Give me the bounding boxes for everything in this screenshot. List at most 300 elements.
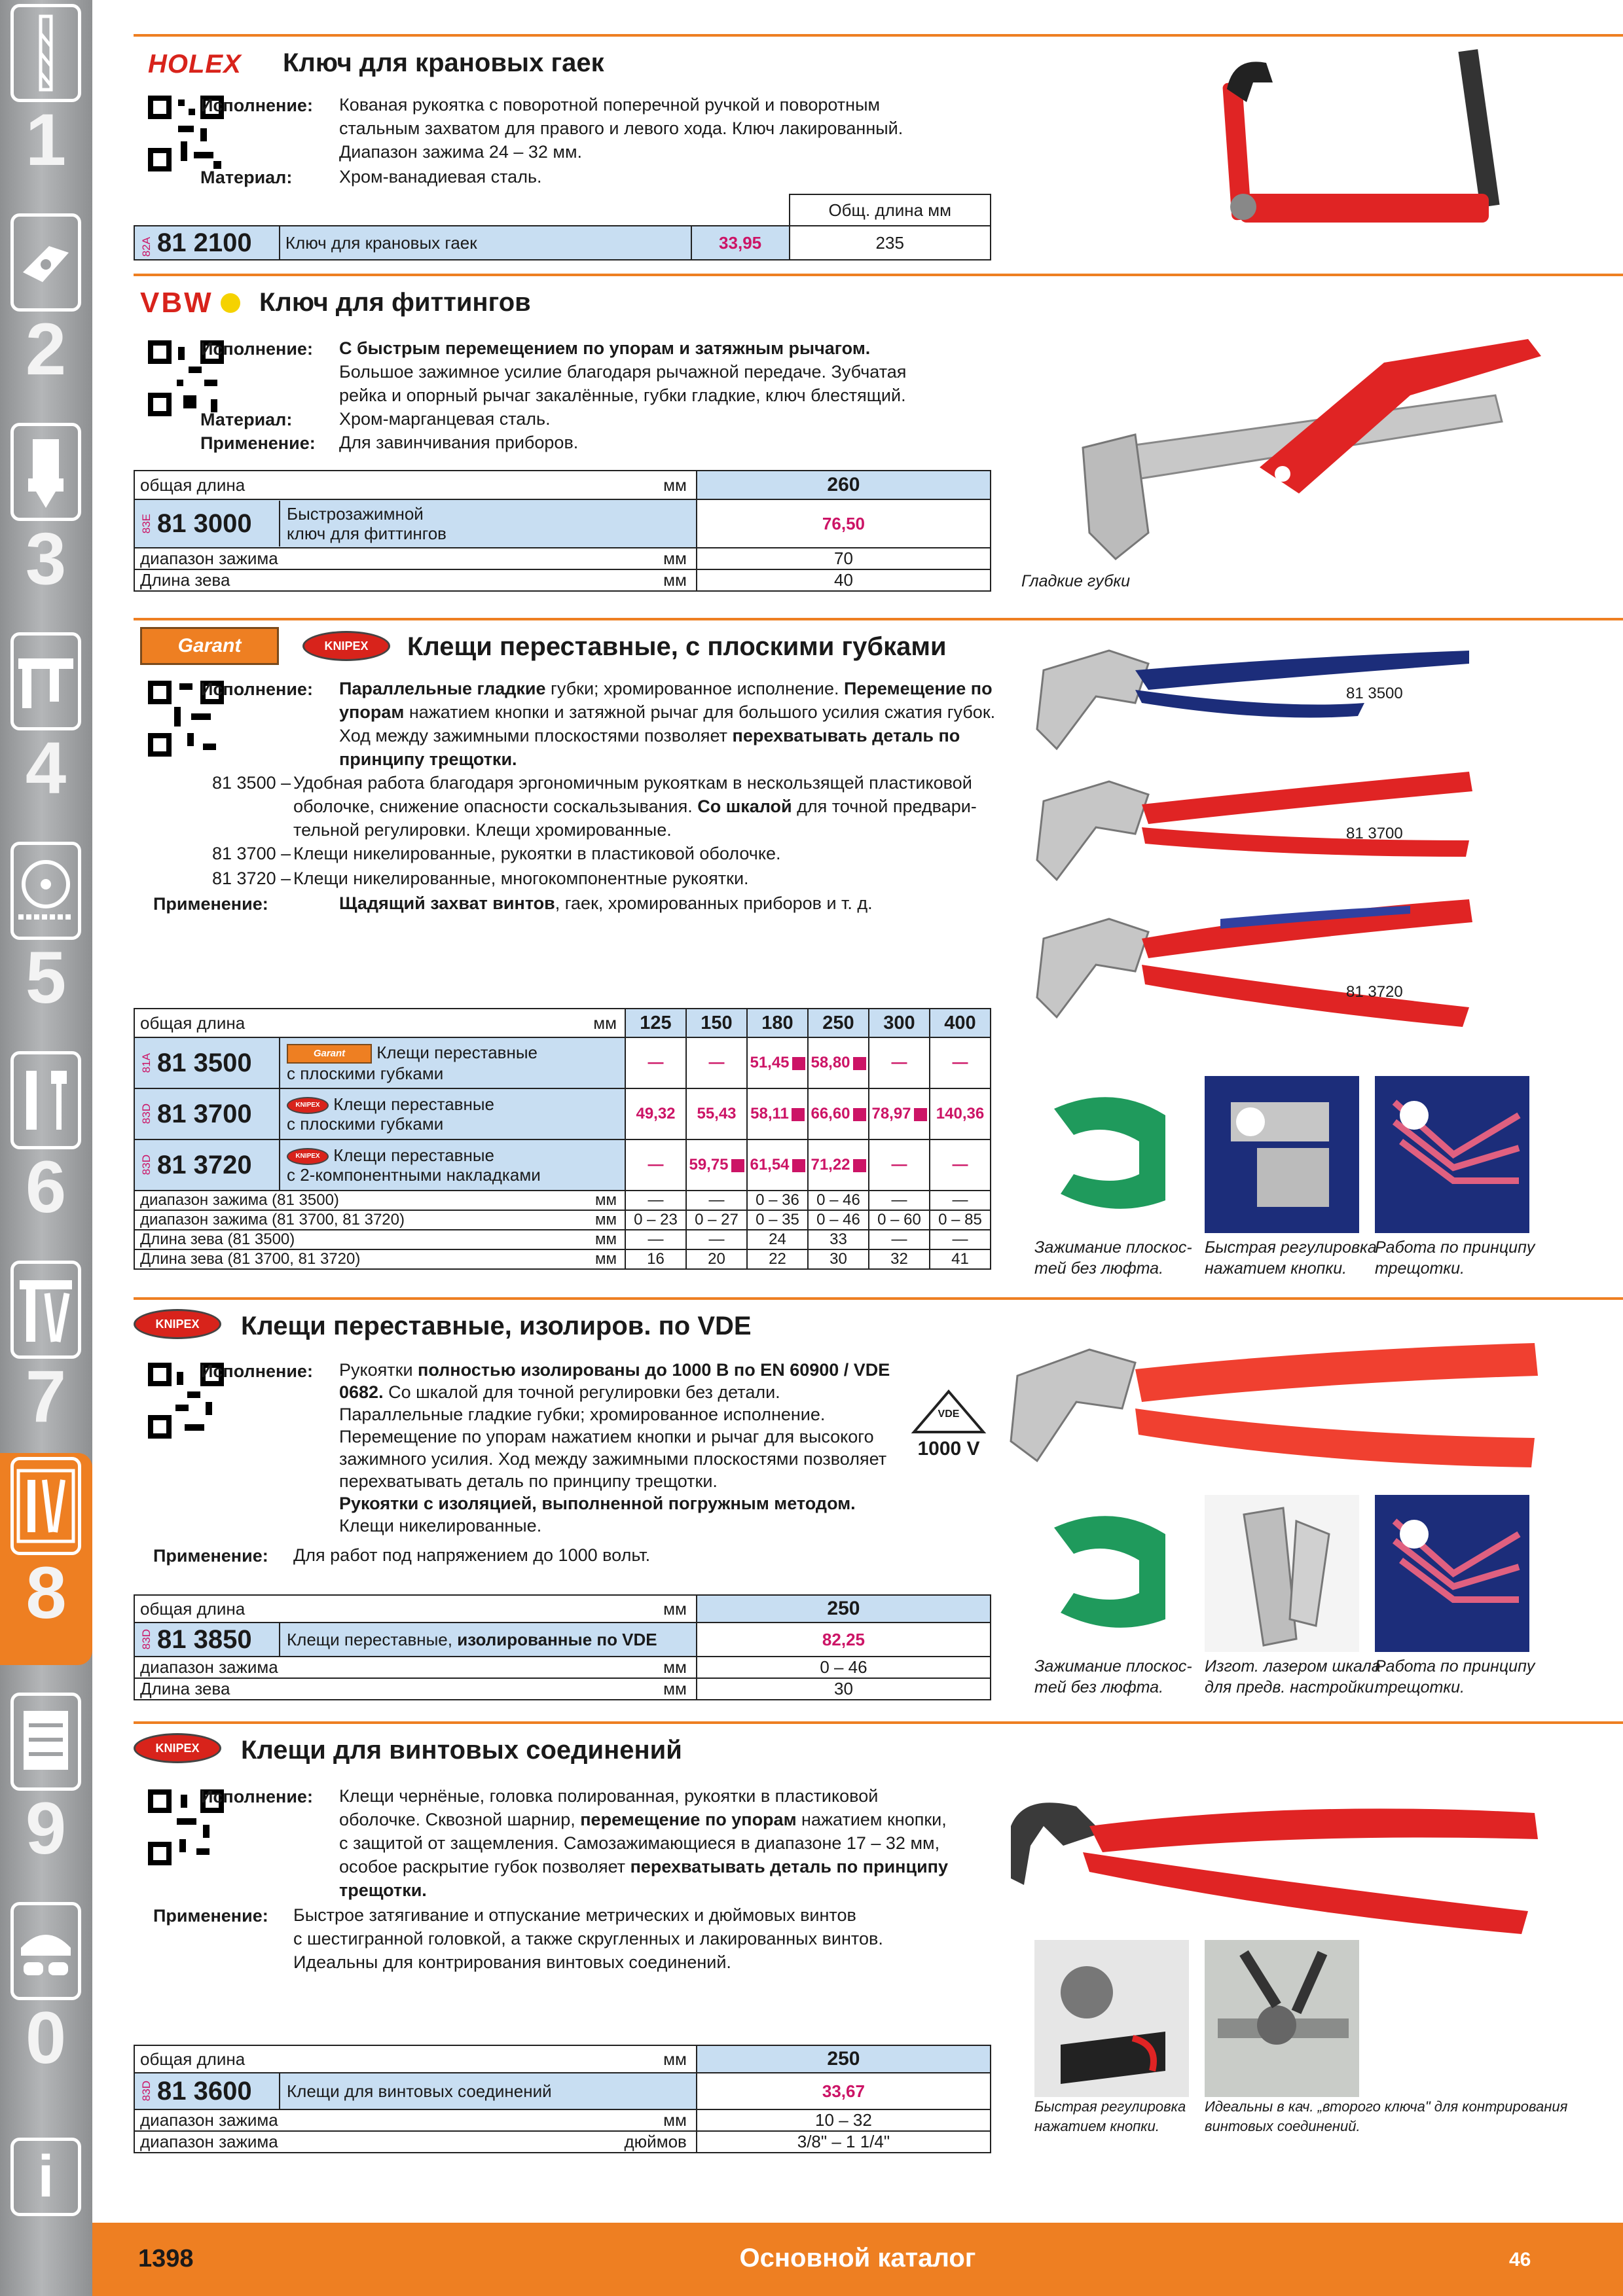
range-value: 70 xyxy=(697,548,991,569)
drill-bit-icon xyxy=(10,4,81,102)
price-cell xyxy=(686,1088,747,1139)
text-line: Клещи чернёные, головка полированная, рукоятки в пластиковой xyxy=(339,1786,879,1806)
spec-value: 32 xyxy=(869,1249,930,1269)
row-label: Длина зева xyxy=(140,570,230,590)
text-bold: Со шкалой xyxy=(697,797,792,816)
knipex-mini-logo: KNIPEX xyxy=(287,1148,329,1165)
table-row xyxy=(134,1230,991,1249)
tool-cabinet-icon xyxy=(10,1693,81,1791)
table-row xyxy=(134,499,991,548)
row-label: диапазон зажима xyxy=(140,1657,278,1677)
application-text xyxy=(339,891,873,915)
section-title: Ключ для крановых гаек xyxy=(283,48,604,77)
hand-tools-icon xyxy=(10,1261,81,1359)
price-cell xyxy=(747,1139,808,1191)
section-title: Ключ для фиттингов xyxy=(259,288,531,317)
pliers-set-icon xyxy=(10,1457,81,1555)
crane-nut-wrench-image xyxy=(1076,30,1528,253)
price-cell xyxy=(930,1139,991,1191)
catalog-title: Основной каталог xyxy=(739,2244,976,2272)
text-line: с шестигранной головкой, а также скругленных и лакированных винтов. xyxy=(293,1929,883,1948)
label-material: Материал: xyxy=(200,168,293,187)
group-tag: 83D xyxy=(140,1103,153,1124)
execution-highlight: С быстрым перемещением по упорам и затяжным рычагом. xyxy=(339,338,871,358)
spec-value: — xyxy=(930,1191,991,1210)
table-row xyxy=(134,1191,991,1210)
text-body: нажатием кнопки, xyxy=(796,1810,947,1829)
price: — xyxy=(708,1054,725,1071)
price-cell xyxy=(686,1037,747,1088)
pliers-wrench-images xyxy=(1017,631,1508,1089)
length-value: 235 xyxy=(790,226,991,260)
price-cell xyxy=(869,1088,930,1139)
chapter-number: 7 xyxy=(25,1355,67,1437)
spec-value: — xyxy=(625,1230,686,1249)
chapter-tab-7[interactable] xyxy=(5,1257,86,1469)
execution-text xyxy=(339,677,1000,771)
text-body: Удобная работа благодаря эргономичным рукояткам в нескользящей пластиковой оболочке, снижение опасности соскальзывания. xyxy=(293,773,972,816)
material-text: Хром-марганцевая сталь. xyxy=(339,409,551,429)
table-row xyxy=(134,1678,991,1700)
garant-logo: Garant xyxy=(140,627,279,665)
price: 78,97 xyxy=(871,1105,911,1122)
spec-value: 0 – 46 xyxy=(808,1191,869,1210)
product-name-line-1: Клещи переставные xyxy=(376,1042,538,1062)
spec-label xyxy=(134,1230,625,1249)
pliers-813720-image xyxy=(1037,899,1472,1027)
stock-marker-icon xyxy=(853,1159,866,1172)
ratchet-principle-photo xyxy=(1375,1495,1529,1652)
group-tag: 83E xyxy=(140,513,153,534)
table-row xyxy=(134,1657,991,1678)
chapter-tab-9[interactable] xyxy=(5,1689,86,1901)
article-number: 81 3720 xyxy=(157,1150,252,1179)
table-row xyxy=(134,2045,991,2073)
spec-value: — xyxy=(869,1230,930,1249)
page-footer xyxy=(92,2223,1623,2296)
article-cell[interactable] xyxy=(134,1623,697,1657)
caption-line: винтовых соединений. xyxy=(1205,2118,1360,2134)
length-label xyxy=(134,471,697,499)
vbw-logo-dot xyxy=(221,293,240,313)
article-cell[interactable] xyxy=(134,1139,625,1191)
size-header: 250 xyxy=(808,1009,869,1037)
row-label: общая длина xyxy=(140,475,246,495)
unit: мм xyxy=(663,475,687,495)
unit: мм xyxy=(593,1013,617,1033)
row-label: диапазон зажима xyxy=(140,548,278,568)
chapter-tab-4[interactable] xyxy=(5,628,86,840)
photo-caption xyxy=(1375,1237,1535,1279)
text-bold: перехватывать деталь по принципу трещотки. xyxy=(339,726,960,769)
length-value: 260 xyxy=(697,471,991,499)
spec-value: — xyxy=(930,1230,991,1249)
vde-mark: VDE xyxy=(938,1408,960,1420)
caption-line: Быстрая регулировка xyxy=(1034,2098,1186,2115)
material-text: Хром-ванадиевая сталь. xyxy=(339,167,542,187)
label-execution: Исполнение: xyxy=(200,1361,313,1381)
table-row xyxy=(134,1088,991,1139)
size-header: 180 xyxy=(747,1009,808,1037)
page-number: 1398 xyxy=(138,2245,194,2272)
product-name-line-1: Быстрозажимной xyxy=(287,504,424,524)
article-cell[interactable] xyxy=(134,226,280,260)
unit: мм xyxy=(595,1211,617,1229)
length-label xyxy=(134,1595,697,1623)
jaw-label xyxy=(134,1678,697,1700)
price: 33,95 xyxy=(691,226,790,260)
spec-value: 20 xyxy=(686,1249,747,1269)
chapter-tab-info[interactable] xyxy=(5,2121,86,2219)
unit: мм xyxy=(663,2049,687,2069)
ratchet-principle-photo xyxy=(1375,1076,1529,1233)
row-label: диапазон зажима (81 3700, 81 3720) xyxy=(140,1211,405,1229)
chapter-tab-2[interactable] xyxy=(5,209,86,422)
chapter-tab-8[interactable] xyxy=(0,1453,92,1665)
unit: мм xyxy=(663,2110,687,2130)
text-bold: Перемещение по упорам xyxy=(339,679,993,722)
chapter-number: 2 xyxy=(25,308,67,390)
unit: мм xyxy=(663,548,687,568)
article-cell[interactable] xyxy=(134,499,697,548)
spec-label xyxy=(134,1191,625,1210)
unit: мм xyxy=(595,1191,617,1209)
article-number: 81 2100 xyxy=(157,228,252,257)
size-header: 150 xyxy=(686,1009,747,1037)
note-text xyxy=(293,771,991,842)
note-text: Клещи никелированные, многокомпонентные рукоятки. xyxy=(293,869,749,888)
chapter-number: 9 xyxy=(25,1787,67,1869)
info-icon xyxy=(10,2138,81,2216)
price-cell xyxy=(686,1139,747,1191)
spec-value: 0 – 27 xyxy=(686,1210,747,1230)
photo-caption xyxy=(1205,2097,1567,2136)
voltage-label: 1000 V xyxy=(917,1438,980,1460)
second-wrench-photo xyxy=(1205,1940,1359,2097)
text-body: оболочке. Сквозной шарнир, xyxy=(339,1810,581,1829)
label-execution: Исполнение: xyxy=(200,96,313,115)
label-application: Применение: xyxy=(200,433,316,453)
size-header: 400 xyxy=(930,1009,991,1037)
chapter-number: 8 xyxy=(26,1552,67,1634)
unit: дюймов xyxy=(624,2132,687,2151)
jaw-grip-photo xyxy=(1034,1495,1189,1652)
product-name: Клещи переставные, xyxy=(287,1629,458,1649)
catalog-index: 46 xyxy=(1509,2249,1531,2270)
row-label: общая длина xyxy=(140,2049,246,2069)
spec-value: 0 – 85 xyxy=(930,1210,991,1230)
application-text: Для завинчивания приборов. xyxy=(339,433,579,452)
text-bold: Щадящий захват винтов xyxy=(339,893,555,913)
caption-line: трещотки. xyxy=(1375,1678,1465,1696)
table-row xyxy=(134,1623,991,1657)
section-crane-nut-wrench xyxy=(134,34,1623,270)
length-value: 250 xyxy=(697,1595,991,1623)
label-application: Применение: xyxy=(153,1546,268,1566)
text-line: Быстрое затягивание и отпускание метрических и дюймовых винтов xyxy=(293,1905,856,1925)
product-name-line-2: с 2-компонентными накладками xyxy=(287,1165,541,1185)
photo-caption xyxy=(1034,1656,1192,1698)
price-cell xyxy=(930,1088,991,1139)
jaw-value: 40 xyxy=(697,569,991,591)
product-name-line-2: с плоскими губками xyxy=(287,1064,444,1084)
caption-line: Работа по принципу xyxy=(1375,1657,1535,1676)
range-value: 0 – 46 xyxy=(697,1657,991,1678)
row-label: диапазон зажима (81 3500) xyxy=(140,1191,339,1209)
execution-text xyxy=(339,336,941,407)
photo-caption xyxy=(1205,1656,1381,1698)
saw-disc-icon xyxy=(10,842,81,940)
price-cell xyxy=(808,1088,869,1139)
table-row xyxy=(134,1139,991,1191)
text-body: Со шкалой для точной регулировки без детали. xyxy=(383,1382,780,1402)
price-cell xyxy=(808,1139,869,1191)
row-label: общая длина xyxy=(140,1598,246,1619)
chapter-number: 4 xyxy=(25,727,67,809)
caption-line: Идеальны в кач. „второго ключа" для контрирования xyxy=(1205,2098,1568,2115)
text-body: губки; хромированное исполнение. xyxy=(545,679,845,698)
screw-pliers-image xyxy=(985,1787,1548,1937)
range-value: 10 – 32 xyxy=(697,2109,991,2131)
photo-caption xyxy=(1205,1237,1377,1279)
text-line: Идеальны для контрирования винтовых соединений. xyxy=(293,1952,731,1972)
vde-pliers-image xyxy=(991,1323,1554,1480)
price-cell xyxy=(930,1037,991,1088)
fitting-wrench-image xyxy=(1044,336,1554,585)
product-name-line-1: Клещи переставные xyxy=(333,1145,495,1165)
price-cell xyxy=(808,1037,869,1088)
group-tag: 82A xyxy=(140,236,153,257)
application-text: Для работ под напряжением до 1000 вольт. xyxy=(293,1545,651,1565)
note-code: 81 3720 – xyxy=(212,869,291,888)
article-number: 81 3500 xyxy=(157,1048,252,1077)
spec-value: — xyxy=(869,1191,930,1210)
laser-scale-photo xyxy=(1205,1495,1359,1652)
article-number: 81 3700 xyxy=(157,1099,252,1128)
price: 55,43 xyxy=(697,1105,737,1122)
product-table xyxy=(134,1594,991,1700)
price: 51,45 xyxy=(750,1054,790,1071)
article-cell[interactable] xyxy=(134,2073,697,2109)
range-label xyxy=(134,2109,697,2131)
knipex-logo: KNIPEX xyxy=(302,631,390,661)
garant-mini-logo: Garant xyxy=(287,1044,372,1064)
price: — xyxy=(647,1156,664,1174)
section-rule xyxy=(134,618,1623,620)
chapter-tab-6[interactable] xyxy=(5,1047,86,1259)
pliers-813500-image xyxy=(1037,651,1469,749)
price: 33,67 xyxy=(697,2073,991,2109)
article-cell[interactable] xyxy=(134,1037,625,1088)
price-cell xyxy=(625,1139,686,1191)
table-row xyxy=(134,2109,991,2131)
vbw-logo: VBW xyxy=(140,287,213,319)
text-bold: полностью изолированы до 1000 В по EN 60900 / VDE xyxy=(418,1360,890,1380)
price: 82,25 xyxy=(697,1623,991,1657)
note-code: 81 3700 – xyxy=(212,844,291,863)
stock-marker-icon xyxy=(914,1108,927,1121)
product-table xyxy=(134,1008,991,1270)
image-label: 81 3720 xyxy=(1346,983,1403,1001)
group-tag: 83D xyxy=(140,1629,153,1650)
caption-line: Зажимание плоскос- xyxy=(1034,1657,1192,1676)
product-table xyxy=(134,194,991,260)
stock-marker-icon xyxy=(853,1108,866,1121)
chapter-number: 6 xyxy=(25,1146,67,1228)
chapter-sidebar xyxy=(0,0,92,2296)
article-cell[interactable] xyxy=(134,1088,625,1139)
unit: мм xyxy=(595,1230,617,1248)
price: 58,11 xyxy=(750,1105,789,1122)
text-body: Рукоятки xyxy=(339,1360,418,1380)
execution-text xyxy=(339,1784,1000,1902)
spec-label xyxy=(134,1249,625,1269)
price: 66,60 xyxy=(811,1105,850,1122)
image-label: 81 3500 xyxy=(1346,685,1403,702)
spec-value: 0 – 36 xyxy=(747,1191,808,1210)
price: 140,36 xyxy=(936,1105,985,1122)
knipex-logo: KNIPEX xyxy=(134,1309,221,1339)
spec-value: 0 – 46 xyxy=(808,1210,869,1230)
section-rule xyxy=(134,1297,1623,1300)
product-name-bold: изолированные по VDE xyxy=(457,1629,657,1649)
table-row xyxy=(134,471,991,499)
text-bold: 0682. xyxy=(339,1382,384,1402)
caliper-icon xyxy=(10,632,81,730)
spec-value: 41 xyxy=(930,1249,991,1269)
text-line: Параллельные гладкие губки; хромированное исполнение. xyxy=(339,1405,826,1424)
price-cell xyxy=(625,1037,686,1088)
label-execution: Исполнение: xyxy=(200,679,313,699)
length-header: Общ. длина мм xyxy=(790,194,991,226)
price-cell xyxy=(747,1088,808,1139)
chapter-tab-3[interactable] xyxy=(5,419,86,631)
price-cell xyxy=(869,1139,930,1191)
price: — xyxy=(647,1054,664,1071)
info-letter: i xyxy=(37,2144,54,2210)
section-title: Клещи переставные, с плоскими губками xyxy=(407,632,947,661)
unit: мм xyxy=(595,1250,617,1268)
execution-body: Большое зажимное усилие благодаря рычажной передаче. Зубчатая рейка и опорный рычаг закалённые, губки гладкие, ключ блестящий. xyxy=(339,362,907,405)
section-rule xyxy=(134,1721,1623,1724)
table-row xyxy=(134,569,991,591)
table-row xyxy=(134,1595,991,1623)
range-label xyxy=(134,548,697,569)
execution-text: Кованая рукоятка с поворотной поперечной ручкой и поворотным стальным захватом для правого и левого хода. Ключ лакированный. Диапазон зажима 24 – 32 мм. xyxy=(339,95,903,162)
price: — xyxy=(952,1156,968,1174)
price-cell xyxy=(625,1088,686,1139)
unit: мм xyxy=(663,1657,687,1677)
caption-line: Зажимание плоскос- xyxy=(1034,1238,1192,1257)
section-pliers-wrench xyxy=(134,618,1623,1292)
price: — xyxy=(891,1054,907,1071)
caption-line: трещотки. xyxy=(1375,1259,1465,1278)
text-body: особое раскрытие губок позволяет xyxy=(339,1857,630,1876)
size-header: 300 xyxy=(869,1009,930,1037)
article-number: 81 3600 xyxy=(157,2076,252,2106)
chapter-tab-5[interactable] xyxy=(5,838,86,1050)
application-text xyxy=(293,1903,1013,1974)
table-row xyxy=(134,2131,991,2153)
caption-line: Работа по принципу xyxy=(1375,1238,1535,1257)
product-name-line-2: с плоскими губками xyxy=(287,1114,444,1134)
table-row xyxy=(134,1249,991,1269)
text-body: нажатием кнопки и затяжной рычаг для большого усилия сжатия губок. Ход между зажимными плоскостями позволяет xyxy=(339,702,996,745)
image-label: 81 3700 xyxy=(1346,825,1403,842)
section-screw-pliers xyxy=(134,1721,1623,2179)
caption-line: для предв. настройки. xyxy=(1205,1678,1379,1696)
range-inch-label xyxy=(134,2131,697,2153)
label-application: Применение: xyxy=(153,894,268,914)
length-label xyxy=(134,1009,625,1037)
product-name: Ключ для крановых гаек xyxy=(280,226,691,260)
spec-value: 30 xyxy=(808,1249,869,1269)
jaw-label xyxy=(134,569,697,591)
stock-marker-icon xyxy=(731,1159,744,1172)
price: 58,80 xyxy=(811,1054,850,1071)
chapter-tab-0[interactable] xyxy=(5,1898,86,2110)
text-bold: Параллельные гладкие xyxy=(339,679,546,698)
holex-logo: HOLEX xyxy=(148,50,242,79)
size-header: 125 xyxy=(625,1009,686,1037)
price: — xyxy=(891,1156,907,1174)
price: 61,54 xyxy=(750,1156,790,1174)
spec-value: — xyxy=(625,1191,686,1210)
stock-marker-icon xyxy=(792,1108,805,1121)
row-label: общая длина xyxy=(140,1013,246,1033)
spec-value: 0 – 60 xyxy=(869,1210,930,1230)
product-name: Клещи для винтовых соединений xyxy=(287,2081,552,2101)
spec-value: 16 xyxy=(625,1249,686,1269)
price: 76,50 xyxy=(697,499,991,548)
stock-marker-icon xyxy=(792,1159,805,1172)
jaw-value: 30 xyxy=(697,1678,991,1700)
price: 49,32 xyxy=(636,1105,676,1122)
spec-value: — xyxy=(686,1191,747,1210)
length-value: 250 xyxy=(697,2045,991,2073)
tool-holder-icon xyxy=(10,423,81,521)
chapter-number: 1 xyxy=(25,99,67,181)
text-bold: Рукоятки с изоляцией, выполненной погружным методом. xyxy=(339,1494,856,1513)
group-tag: 83D xyxy=(140,2081,153,2102)
note-code: 81 3500 – xyxy=(212,773,291,793)
photo-caption xyxy=(1034,1237,1192,1279)
knipex-logo: KNIPEX xyxy=(134,1733,221,1763)
quick-adjust-photo xyxy=(1205,1076,1359,1233)
label-execution: Исполнение: xyxy=(200,1787,313,1806)
row-label: Длина зева xyxy=(140,1679,230,1698)
chapter-tab-1[interactable] xyxy=(5,0,86,212)
jaw-grip-photo xyxy=(1034,1076,1189,1233)
section-rule xyxy=(134,274,1623,276)
photo-caption xyxy=(1034,2097,1186,2136)
note-text: Клещи никелированные, рукоятки в пластиковой оболочке. xyxy=(293,844,781,863)
table-row xyxy=(134,1037,991,1088)
caption-line: тей без люфта. xyxy=(1034,1678,1164,1696)
cutting-insert-icon xyxy=(10,213,81,312)
text-bold: перемещение по упорам xyxy=(580,1810,797,1829)
table-row xyxy=(134,1210,991,1230)
text-bold: перехватывать деталь по принципу xyxy=(630,1857,948,1876)
spec-value: 24 xyxy=(747,1230,808,1249)
quick-adjust-screw-photo xyxy=(1034,1940,1189,2097)
product-name-line-2: ключ для фиттингов xyxy=(287,524,447,543)
group-tag: 81A xyxy=(140,1052,153,1073)
unit: мм xyxy=(663,1679,687,1698)
size-header-row xyxy=(134,1009,991,1037)
safety-equipment-icon xyxy=(10,1902,81,2000)
text-line: перехватывать деталь по принципу трещотки. xyxy=(339,1471,718,1491)
